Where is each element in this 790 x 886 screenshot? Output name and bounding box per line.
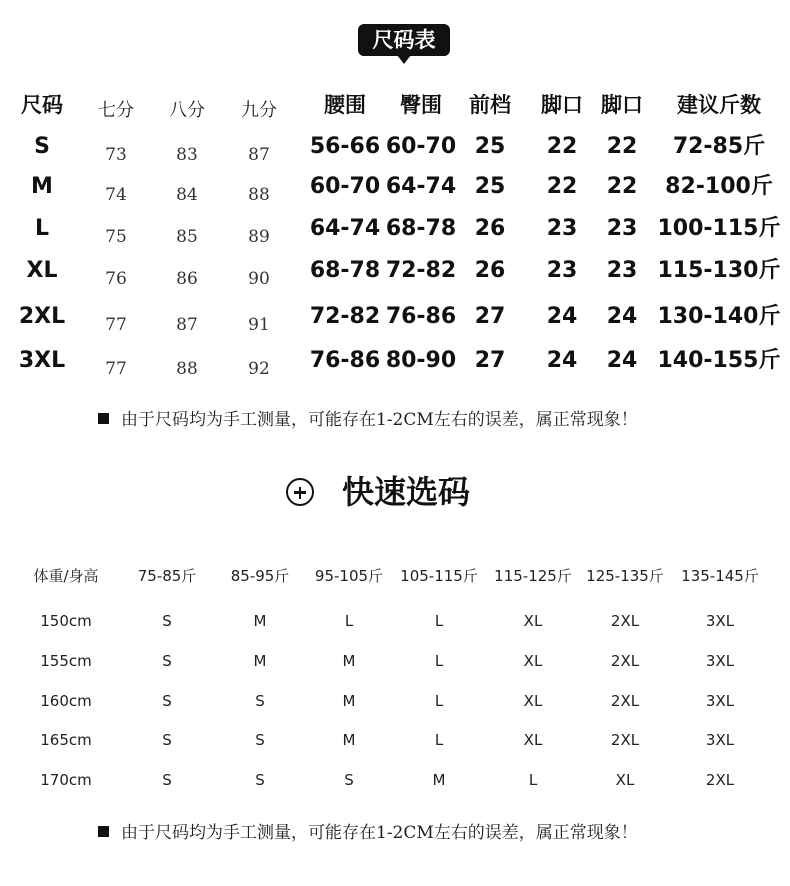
size-cell: S	[255, 771, 265, 789]
leg-opening-cell: 24	[546, 304, 578, 329]
leg-opening-cell: 22	[546, 134, 578, 159]
leg-opening-2-cell: 24	[606, 348, 638, 373]
size-cell: S	[162, 771, 172, 789]
leg-opening-cell: 22	[546, 174, 578, 199]
table-row	[0, 302, 790, 335]
length-8-cell: 86	[176, 269, 198, 289]
length-8-cell: 85	[176, 227, 198, 247]
size-cell: L	[434, 612, 444, 630]
table-row	[0, 650, 790, 672]
rise-cell: 27	[474, 348, 506, 373]
length-9-cell: 89	[248, 227, 270, 247]
measurement-note-bottom	[98, 818, 638, 843]
header-weight-height: 体重/身高	[33, 567, 99, 585]
waist-cell: 60-70	[309, 174, 381, 199]
plus-circle-icon	[286, 478, 314, 506]
size-cell: M	[31, 174, 53, 199]
waist-cell: 56-66	[309, 134, 381, 159]
header-weight-range: 115-125斤	[494, 567, 572, 585]
size-cell: 2XL	[610, 731, 640, 749]
size-cell: 3XL	[705, 612, 735, 630]
waist-cell: 72-82	[309, 304, 381, 329]
header-leg-opening: 脚口	[541, 93, 583, 117]
header-weight-range: 85-95斤	[230, 567, 290, 585]
weight-cell: 115-130斤	[657, 258, 781, 283]
length-8-cell: 87	[176, 315, 198, 335]
hip-cell: 68-78	[385, 216, 457, 241]
weight-cell: 130-140斤	[657, 304, 781, 329]
leg-opening-cell: 23	[546, 258, 578, 283]
length-9-cell: 88	[248, 185, 270, 205]
size-cell: L	[434, 652, 444, 670]
table-row	[0, 769, 790, 791]
quick-pick-title: 快速选码	[342, 473, 471, 511]
size-cell: L	[434, 692, 444, 710]
weight-cell: 140-155斤	[657, 348, 781, 373]
table-row	[0, 256, 790, 289]
table-row	[0, 729, 790, 751]
size-cell: L	[528, 771, 538, 789]
waist-cell: 76-86	[309, 348, 381, 373]
leg-opening-cell: 24	[546, 348, 578, 373]
size-cell: S	[162, 612, 172, 630]
size-cell: S	[162, 652, 172, 670]
size-cell: M	[342, 731, 356, 749]
size-cell: 3XL	[705, 652, 735, 670]
length-8-cell: 84	[176, 185, 198, 205]
header-weight-range: 125-135斤	[586, 567, 664, 585]
hip-cell: 80-90	[385, 348, 457, 373]
length-9-cell: 92	[248, 359, 270, 379]
size-cell: L	[434, 731, 444, 749]
waist-cell: 68-78	[309, 258, 381, 283]
length-8-cell: 88	[176, 359, 198, 379]
size-cell: M	[253, 612, 267, 630]
leg-opening-2-cell: 23	[606, 216, 638, 241]
size-cell: 2XL	[18, 304, 66, 329]
height-cell: 165cm	[40, 731, 92, 749]
size-cell: M	[432, 771, 446, 789]
note-text: 由于尺码均为手工测量，可能存在1-2CM左右的误差，属正常现象！	[121, 410, 638, 430]
table-row	[0, 610, 790, 632]
size-cell: S	[344, 771, 354, 789]
square-bullet-icon	[98, 826, 109, 837]
rise-cell: 25	[474, 134, 506, 159]
length-7-cell: 77	[105, 359, 127, 379]
hip-cell: 72-82	[385, 258, 457, 283]
leg-opening-2-cell: 22	[606, 134, 638, 159]
size-cell: 2XL	[610, 612, 640, 630]
hip-cell: 64-74	[385, 174, 457, 199]
weight-cell: 100-115斤	[657, 216, 781, 241]
hip-cell: 60-70	[385, 134, 457, 159]
table-row	[0, 172, 790, 205]
rise-cell: 26	[474, 258, 506, 283]
size-cell: XL	[615, 771, 635, 789]
length-8-cell: 83	[176, 145, 198, 165]
size-cell: S	[162, 731, 172, 749]
page-title: 尺码表	[358, 24, 450, 56]
size-cell: 2XL	[705, 771, 735, 789]
header-waist: 腰围	[324, 93, 366, 117]
length-9-cell: 87	[248, 145, 270, 165]
length-7-cell: 73	[105, 145, 127, 165]
size-cell: 3XL	[705, 731, 735, 749]
header-9-length: 九分	[241, 100, 277, 121]
size-cell: XL	[523, 731, 543, 749]
size-cell: S	[255, 692, 265, 710]
height-cell: 170cm	[40, 771, 92, 789]
size-cell: XL	[523, 612, 543, 630]
header-size: 尺码	[21, 93, 63, 117]
size-cell: M	[342, 692, 356, 710]
size-cell: XL	[523, 692, 543, 710]
length-9-cell: 91	[248, 315, 270, 335]
size-cell: S	[34, 134, 50, 159]
leg-opening-2-cell: 23	[606, 258, 638, 283]
size-cell: 2XL	[610, 692, 640, 710]
size-cell: S	[162, 692, 172, 710]
size-cell: 2XL	[610, 652, 640, 670]
header-8-length: 八分	[169, 100, 205, 121]
size-cell: S	[255, 731, 265, 749]
height-cell: 160cm	[40, 692, 92, 710]
height-cell: 150cm	[40, 612, 92, 630]
rise-cell: 25	[474, 174, 506, 199]
header-rise: 前档	[469, 93, 511, 117]
length-9-cell: 90	[248, 269, 270, 289]
measurement-note	[98, 405, 638, 430]
length-7-cell: 77	[105, 315, 127, 335]
length-7-cell: 76	[105, 269, 127, 289]
rise-cell: 27	[474, 304, 506, 329]
size-cell: 3XL	[705, 692, 735, 710]
leg-opening-cell: 23	[546, 216, 578, 241]
size-cell: L	[344, 612, 354, 630]
header-leg-opening-2: 脚口	[601, 93, 643, 117]
table-row	[0, 346, 790, 379]
height-cell: 155cm	[40, 652, 92, 670]
waist-cell: 64-74	[309, 216, 381, 241]
header-suggested-weight: 建议斤数	[677, 93, 761, 117]
weight-cell: 72-85斤	[672, 134, 766, 159]
size-cell: XL	[523, 652, 543, 670]
table-row	[0, 690, 790, 712]
table-row	[0, 132, 790, 165]
table-row	[0, 214, 790, 247]
square-bullet-icon	[98, 413, 109, 424]
size-cell: M	[342, 652, 356, 670]
hip-cell: 76-86	[385, 304, 457, 329]
size-cell: XL	[26, 258, 58, 283]
length-7-cell: 74	[105, 185, 127, 205]
header-7-length: 七分	[98, 100, 134, 121]
header-weight-range: 75-85斤	[137, 567, 197, 585]
header-weight-range: 135-145斤	[681, 567, 759, 585]
header-weight-range: 95-105斤	[314, 567, 384, 585]
header-weight-range: 105-115斤	[400, 567, 478, 585]
size-cell: 3XL	[18, 348, 66, 373]
leg-opening-2-cell: 24	[606, 304, 638, 329]
leg-opening-2-cell: 22	[606, 174, 638, 199]
weight-cell: 82-100斤	[665, 174, 773, 199]
size-cell: M	[253, 652, 267, 670]
note-text: 由于尺码均为手工测量，可能存在1-2CM左右的误差，属正常现象！	[121, 823, 638, 843]
rise-cell: 26	[474, 216, 506, 241]
header-hip: 臀围	[400, 93, 442, 117]
size-cell: L	[34, 216, 50, 241]
length-7-cell: 75	[105, 227, 127, 247]
